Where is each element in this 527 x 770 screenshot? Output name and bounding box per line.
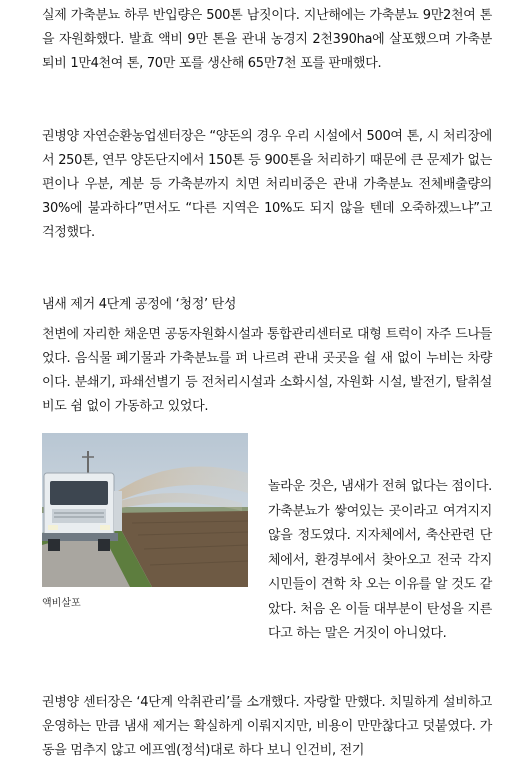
paragraph-four-stage-odor-management: 권병양 센터장은 ‘4단계 악취관리’를 소개했다. 자랑할 만했다. 치밀하게 설비하고 운영하는 만큼 냄새 제거는 확실하게 이뤄지지만, 비용이 만만찮다고 덧붙였다. 가동을 멈추지 않고 에프엠(정석)대로 하다 보니 인건비, 전기 (42, 695, 492, 758)
paragraph-facility-description: 천변에 자리한 채운면 공동자원화시설과 통합관리센터로 대형 트럭이 자주 드나들었다. 음식물 폐기물과 가축분뇨를 퍼 나르려 관내 곳곳을 쉴 새 없이 누비는 차량이다. 분쇄기, 파쇄선별기 등 전처리시설과 소화시설, 자원화 시설, 발전기, 탈취설비도 쉼 없이 가동하고 있었다. (42, 327, 492, 414)
paragraph-center-director-quote: 권병양 자연순환농업센터장은 “양돈의 경우 우리 시설에서 500여 톤, 시 처리장에서 250톤, 연무 양돈단지에서 150톤 등 900톤을 처리하기 때문에 큰 문제가 없는 편이나 우분, 계분 등 가축분까지 치면 처리비중은 관내 가축분뇨 전체배출량의 30%에 불과하다”면서도 “다른 지역은 10%도 되지 않을 텐데 오죽하겠느냐”고 걱정했다. (42, 129, 492, 240)
section-heading: 냄새 제거 4단계 공정에 ‘청정’ 탄성 (42, 297, 237, 312)
paragraph-no-odor: 놀라운 것은, 냄새가 전혀 없다는 점이다. 가축분뇨가 쌓여있는 곳이라고 여겨지지 않을 정도였다. 지자체에서, 축산관련 단체에서, 환경부에서 찾아오고 전국 각지 시민들이 견학 차 오는 이유를 알 것도 같았다. 처음 온 이들 대부분이 탄성을 지른다고 하는 말은 거짓이 아니었다. (268, 479, 492, 641)
photo-caption: 액비살포 (42, 598, 81, 609)
paragraph-intro-stats: 실제 가축분뇨 하루 반입량은 500톤 남짓이다. 지난해에는 가축분뇨 9만2천여 톤을 자원화했다. 발효 액비 9만 톤을 관내 농경지 2천390ha에 살포했으며 가축분 퇴비 1만4천여 톤, 70만 포를 생산해 65만7천 포를 판매했다. (42, 8, 492, 71)
liquid-fertilizer-spraying-photo (42, 433, 248, 587)
